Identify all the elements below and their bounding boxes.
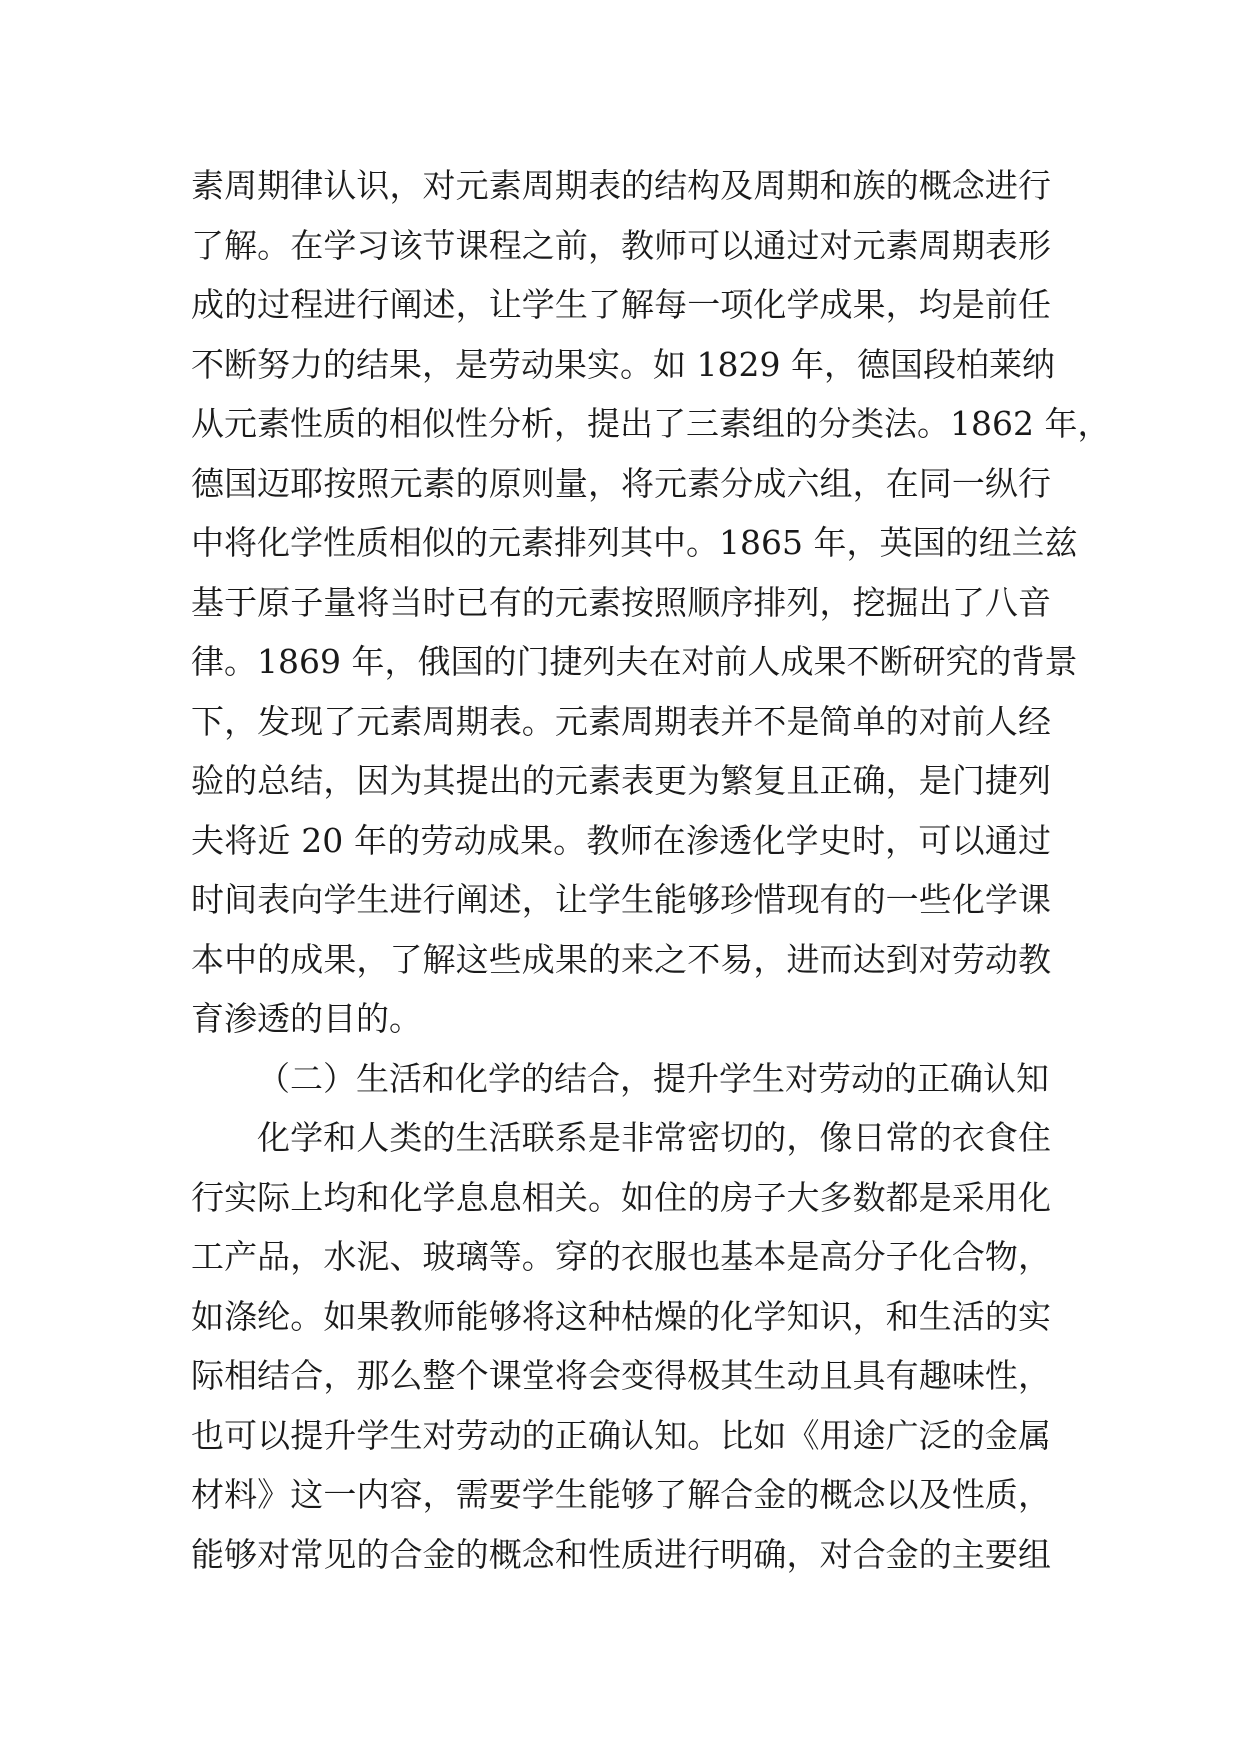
text-line: 化学和人类的生活联系是非常密切的，像日常的衣食住 xyxy=(257,1118,1051,1157)
text-line: 材料》这一内容，需要学生能够了解合金的概念以及性质， xyxy=(191,1475,1051,1514)
text-line: 德国迈耶按照元素的原则量，将元素分成六组，在同一纵行 xyxy=(191,463,1051,503)
text-line: 成的过程进行阐述，让学生了解每一项化学成果，均是前任 xyxy=(191,285,1051,324)
text-line: 如涤纶。如果教师能够将这种枯燥的化学知识，和生活的实 xyxy=(191,1296,1051,1336)
text-line: 际相结合，那么整个课堂将会变得极其生动且具有趣味性， xyxy=(191,1356,1051,1395)
paragraph-1 xyxy=(191,156,1111,1049)
text-line: 基于原子量将当时已有的元素按照顺序排列，挖掘出了八音 xyxy=(191,582,1051,622)
text-line: 育渗透的目的。 xyxy=(191,999,422,1038)
text-line: 素周期律认识，对元素周期表的结构及周期和族的概念进行 xyxy=(191,166,1051,205)
text-line: 下，发现了元素周期表。元素周期表并不是简单的对前人经 xyxy=(191,701,1051,741)
text-line: 律。1869 年，俄国的门捷列夫在对前人成果不断研究的背景 xyxy=(191,642,1078,681)
text-line: 也可以提升学生对劳动的正确认知。比如《用途广泛的金属 xyxy=(191,1415,1051,1455)
text-line: 能够对常见的合金的概念和性质进行明确，对合金的主要组 xyxy=(191,1534,1051,1574)
paragraph-2 xyxy=(191,1108,1051,1584)
text-line: 夫将近 20 年的劳动成果。教师在渗透化学史时，可以通过 xyxy=(191,820,1051,860)
text-line: 时间表向学生进行阐述，让学生能够珍惜现有的一些化学课 xyxy=(191,880,1051,919)
body-text xyxy=(191,156,1111,1584)
text-line: 本中的成果，了解这些成果的来之不易，进而达到对劳动教 xyxy=(191,939,1051,979)
section-heading: （二）生活和化学的结合，提升学生对劳动的正确认知 xyxy=(257,1058,1049,1098)
text-line: 工产品，水泥、玻璃等。穿的衣服也基本是高分子化合物， xyxy=(191,1237,1051,1276)
text-line: 中将化学性质相似的元素排列其中。1865 年，英国的纽兰兹 xyxy=(191,523,1078,562)
text-line: 不断努力的结果，是劳动果实。如 1829 年，德国段柏莱纳 xyxy=(191,344,1055,384)
text-line: 验的总结，因为其提出的元素表更为繁复且正确，是门捷列 xyxy=(191,761,1051,800)
text-line: 行实际上均和化学息息相关。如住的房子大多数都是采用化 xyxy=(191,1177,1051,1217)
text-line: 了解。在学习该节课程之前，教师可以通过对元素周期表形 xyxy=(191,225,1051,265)
text-line: 从元素性质的相似性分析，提出了三素组的分类法。1862 年， xyxy=(191,404,1111,443)
